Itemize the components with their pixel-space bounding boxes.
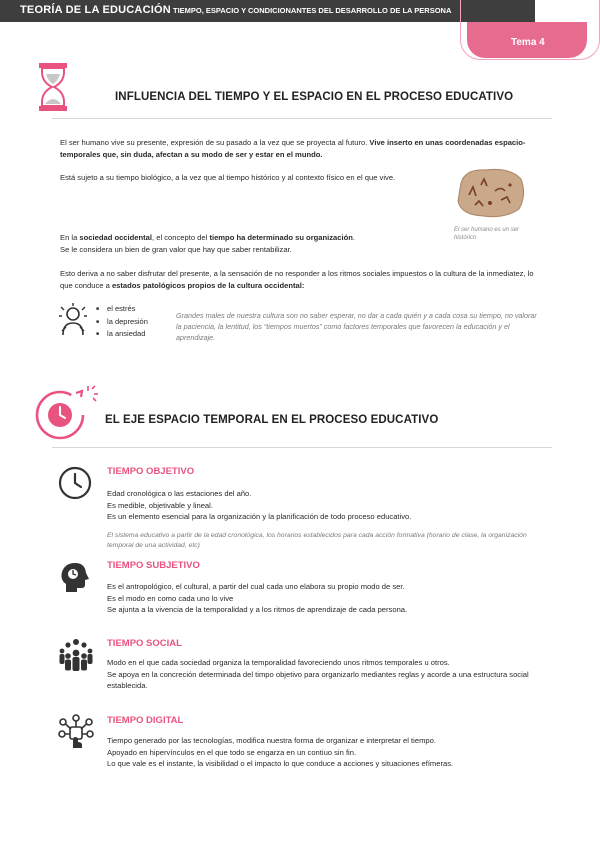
tema-tab: [467, 22, 587, 58]
p3-text-b: , el concepto del: [152, 233, 210, 242]
tiempo-subjetivo-title: TIEMPO SUBJETIVO: [107, 560, 200, 571]
tiempo-objetivo-note: El sistema educativo a partir de la edad cronológica, los horarios establecidos para cada acción formativa (horario de clase, la organización temporal de una actividad, etc): [107, 532, 527, 549]
section1-title: INFLUENCIA DEL TIEMPO Y EL ESPACIO EN EL PROCESO EDUCATIVO: [115, 91, 514, 103]
stress-person-icon: [58, 303, 88, 337]
list-item: ■ la depresión: [96, 316, 148, 329]
section2-title: EL EJE ESPACIO TEMPORAL EN EL PROCESO EDUCATIVO: [105, 414, 439, 426]
social-line-2: Se apoya en la concreción determinada del timpo objetivo para organizarlo mediantes reglas y acorde a una estructura social establecida.: [107, 669, 529, 690]
header-bar: [0, 0, 535, 22]
digital-line-2: Apoyado en hipervínculos en el que todo se engarza en un contiuo sin fin.: [107, 747, 357, 757]
clock-icon: [58, 466, 92, 500]
p4-bold: estados patológicos propios de la cultura occidental:: [111, 280, 305, 290]
section1-paragraph-4: [60, 268, 540, 291]
subjetivo-line-3: Se ajunta a la vivencia de la temporalidad y a los ritmos de aprendizaje de cada persona.: [107, 605, 408, 614]
p3-line2: Se le considera un bien de gran valor que hay que saber rentabilizar.: [60, 244, 292, 254]
subjetivo-line-2: Es el modo en como cada uno lo vive: [107, 593, 234, 603]
tiempo-digital-text: [107, 735, 547, 770]
p1-bold: Vive inserto en unas coordenadas espacio-temporales que, sin duda, afectan a su modo de ser y estar en el mundo.: [60, 138, 526, 159]
subjetivo-line-1: Es el antropológico, el cultural, a partir del cual cada uno elabora su propio modo de ser.: [107, 582, 405, 591]
section1-divider: [52, 118, 552, 119]
social-line-1: Modo en el que cada sociedad organiza la temporalidad favoreciendo unos ritmos temporales u otros.: [107, 658, 450, 667]
p3-text-a: En la: [60, 233, 80, 242]
section1-paragraph-3: [60, 232, 450, 255]
tiempo-social-text: [107, 657, 547, 692]
tiempo-subjetivo-text: [107, 581, 547, 616]
hourglass-icon: [38, 62, 68, 112]
p4-text: Esto deriva a no saber disfrutar del presente, a la sensación de no responder a los ritmos sociales impuestos o la cultura de la inmediatez, lo que conduce a: [60, 269, 534, 290]
digital-line-1: Tiempo generado por las tecnologías, modifica nuestra forma de organizar e interpretar el tiempo.: [107, 736, 436, 745]
list-item: ■ la ansiedad: [96, 328, 148, 341]
tiempo-digital-title: TIEMPO DIGITAL: [107, 715, 184, 726]
cave-painting-image: [455, 165, 527, 220]
p3-bold-b: tiempo ha determinado su organización: [209, 233, 353, 242]
italic-note: Grandes males de nuestra cultura son no saber esperar, no dar a cada quién y a cada cosa su tiempo, no valorar la paciencia, la lentitud, los “tiempos muertos” como factores temporales que favorecen la educación y el aprendizaje.: [176, 311, 537, 342]
p1-text: El ser humano vive su presente, expresión de su pasado a la vez que se proyecta al futuro.: [60, 138, 370, 147]
objetivo-line-1: Edad cronológica o las estaciones del año.: [107, 489, 252, 498]
stress-list: [96, 303, 148, 341]
p3-text-c: .: [352, 233, 356, 242]
section1-paragraph-1: [60, 137, 538, 160]
p3-bold-a: sociedad occidental: [79, 233, 153, 242]
list-item: ■ el estrés: [96, 303, 148, 316]
digital-network-icon: [58, 713, 94, 749]
tiempo-social-title: TIEMPO SOCIAL: [107, 638, 182, 649]
objetivo-line-3: Es un elemento esencial para la organización y la planificación de todo proceso educativo.: [107, 512, 412, 521]
objetivo-line-2: Es medible, objetivable y lineal.: [107, 500, 213, 510]
crowd-icon: [58, 637, 94, 673]
subject-title: TEORÍA DE LA EDUCACIÓN: [20, 4, 171, 16]
section2-divider: [52, 447, 552, 448]
tiempo-objetivo-title: TIEMPO OBJETIVO: [107, 466, 195, 477]
tiempo-objetivo-text: [107, 488, 547, 523]
tema-label: Tema 4: [511, 37, 545, 48]
unit-title: TIEMPO, ESPACIO Y CONDICIONANTES DEL DESARROLLO DE LA PERSONA: [173, 6, 452, 15]
head-thought-icon: [58, 560, 92, 594]
image-caption: El ser humano es un ser histórico: [454, 227, 520, 241]
digital-line-3: Lo que vale es el instante, la visibilidad o el impacto lo que conduce a acciones y situaciones efímeras.: [107, 759, 454, 768]
section1-paragraph-2: Está sujeto a su tiempo biológico, a la vez que al tiempo histórico y al contexto físico en el que vive.: [60, 173, 396, 182]
clock-cycle-icon: [32, 383, 98, 441]
